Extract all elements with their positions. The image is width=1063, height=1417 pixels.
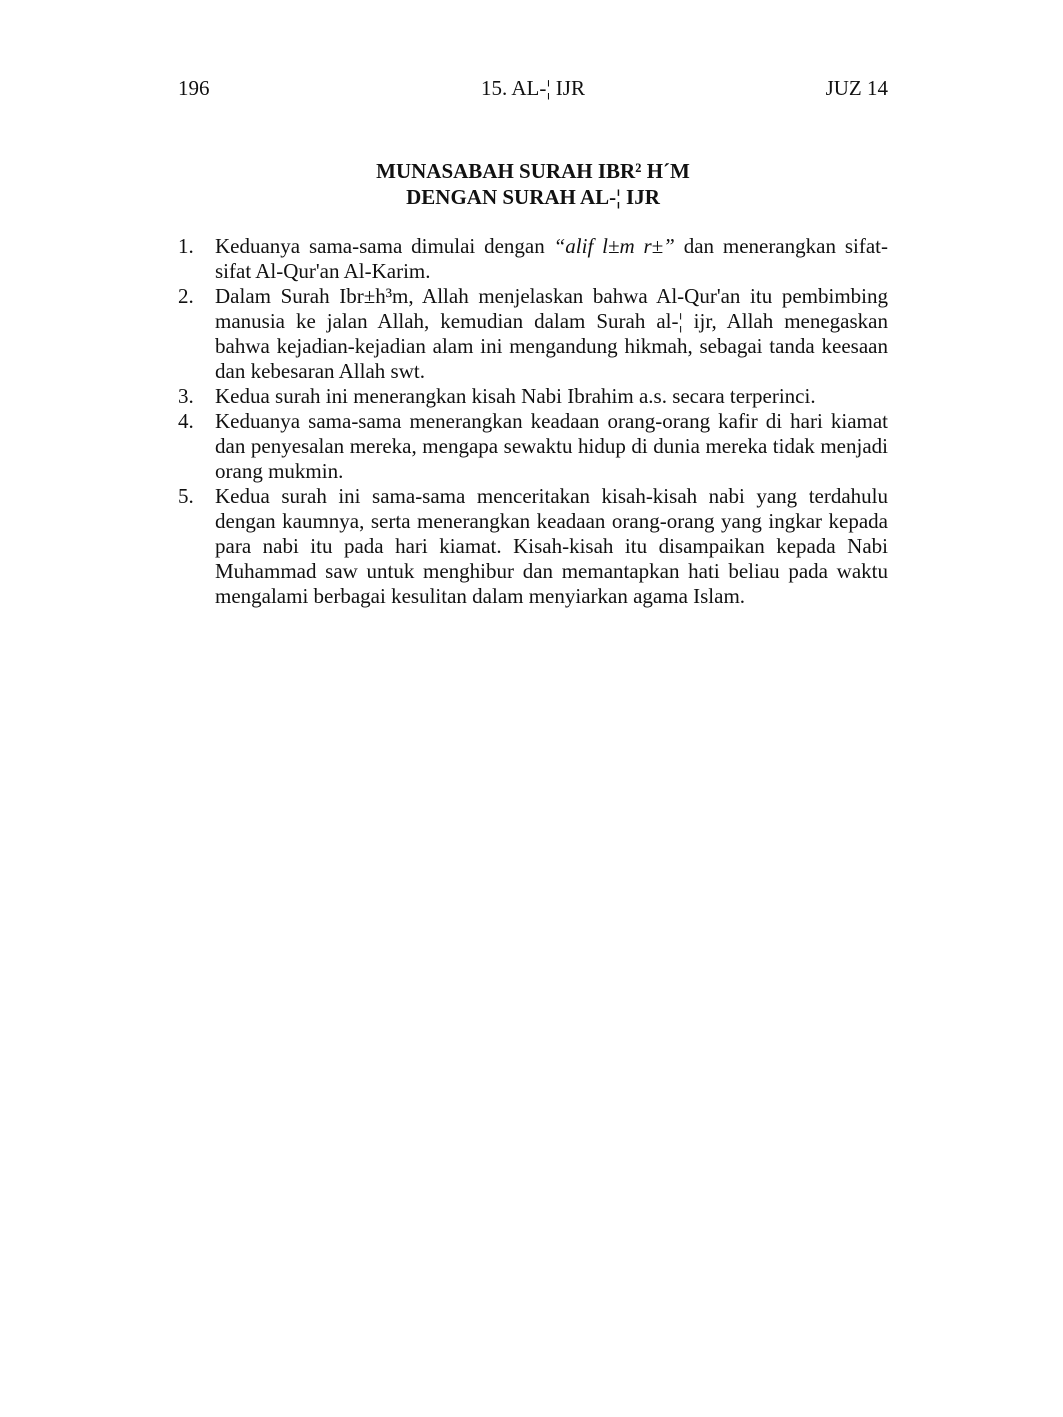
list-item-text: Keduanya sama-sama menerangkan keadaan orang-orang kafir di hari kiamat dan penyesalan mereka, mengapa sewaktu hidup di dunia mereka tidak menjadi orang mukmin.	[215, 409, 888, 483]
running-header	[178, 74, 888, 104]
list-item-number: 1.	[178, 234, 194, 258]
list-item-text	[215, 234, 888, 284]
list-item-text-after: dan menerangkan sifat-sifat Al-Qur'an Al-Karim.	[215, 234, 888, 283]
list-item	[178, 284, 888, 384]
list-item-text: Dalam Surah Ibr±h³m, Allah menjelaskan bahwa Al-Qur'an itu pembimbing manusia ke jalan Allah, kemudian dalam Surah al-¦ ijr, Allah menegaskan bahwa kejadian-kejadian alam ini mengandung hikmah, sebagai tanda keesaan dan kebesaran Allah swt.	[215, 284, 888, 383]
list-item	[178, 484, 888, 609]
list-item	[178, 234, 888, 284]
list-item-italic-phrase: “alif l±m r±”	[553, 234, 675, 258]
list-item	[178, 384, 888, 409]
list-item-text: Kedua surah ini sama-sama menceritakan kisah-kisah nabi yang terdahulu dengan kaumnya, serta menerangkan keadaan orang-orang yang ingkar kepada para nabi itu pada hari kiamat. Kisah-kisah itu disampaikan kepada Nabi Muhammad saw untuk menghibur dan memantapkan hati beliau pada waktu mengalami berbagai kesulitan dalam menyiarkan agama Islam.	[215, 484, 888, 608]
list-item	[178, 409, 888, 484]
list-item-text: Kedua surah ini menerangkan kisah Nabi Ibrahim a.s. secara terperinci.	[215, 384, 816, 408]
list-item-text-before: Keduanya sama-sama dimulai dengan	[215, 234, 554, 258]
juz-label: JUZ 14	[825, 76, 888, 100]
page-number: 196	[178, 76, 210, 100]
list-item-number: 3.	[178, 384, 194, 408]
numbered-list	[178, 234, 888, 609]
section-title	[178, 158, 888, 210]
chapter-title: 15. AL-¦ IJR	[481, 76, 585, 100]
list-item-number: 2.	[178, 284, 194, 308]
list-item-number: 4.	[178, 409, 194, 433]
section-title-line-1: MUNASABAH SURAH IBR² H´M	[376, 159, 690, 183]
section-title-line-2: DENGAN SURAH AL-¦ IJR	[406, 185, 660, 209]
list-item-number: 5.	[178, 484, 194, 508]
